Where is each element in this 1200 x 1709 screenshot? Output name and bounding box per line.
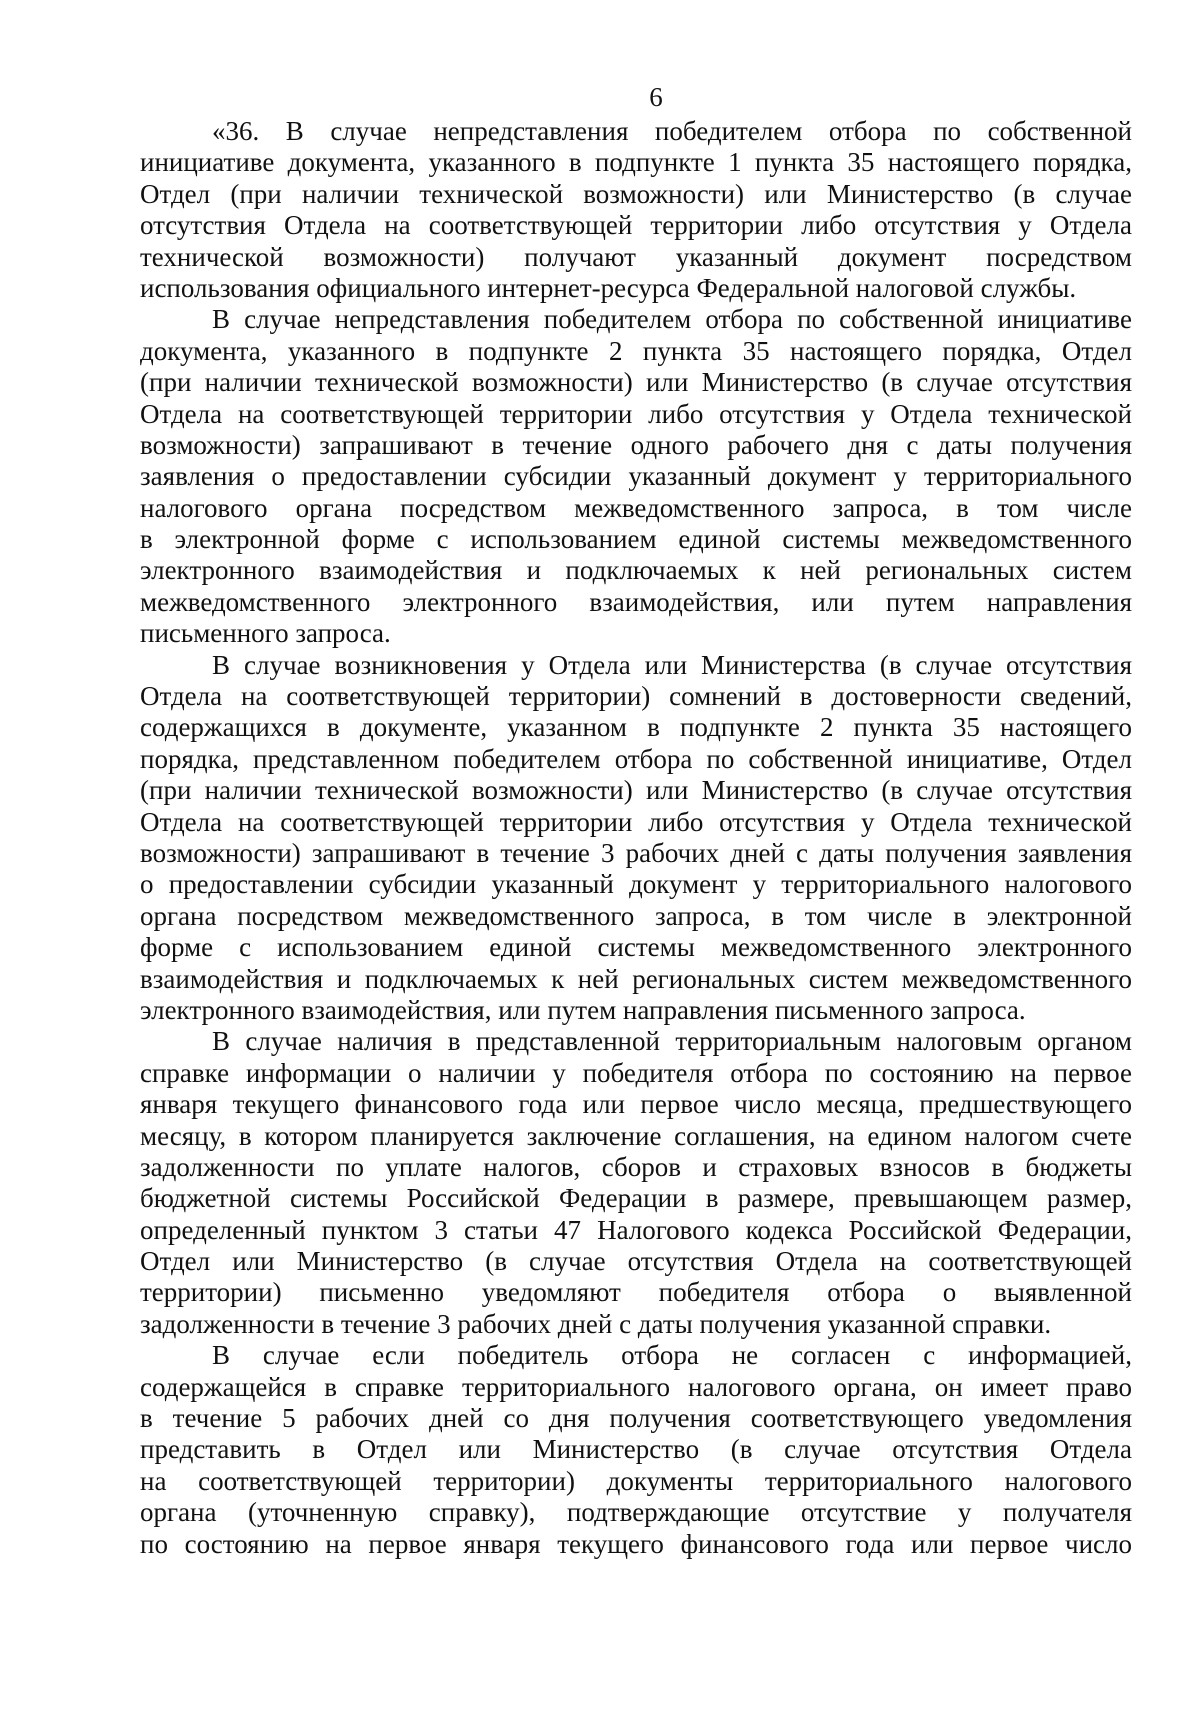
text-line: в течение 5 рабочих дней со дня получения соответствующего уведомления	[140, 1403, 1132, 1434]
text-line: содержащейся в справке территориального налогового органа, он имеет право	[140, 1371, 1132, 1402]
paragraph	[140, 304, 1132, 649]
text-line: межведомственного электронного взаимодействия, или путем направления	[140, 586, 1132, 617]
text-line: (при наличии технической возможности) или Министерство (в случае отсутствия	[140, 367, 1132, 398]
document-body	[140, 116, 1132, 1560]
paragraph	[140, 116, 1132, 304]
text-line: Отдела на соответствующей территории) сомнений в достоверности сведений,	[140, 681, 1132, 712]
text-line: о предоставлении субсидии указанный документ у территориального налогового	[140, 869, 1132, 900]
text-line: (при наличии технической возможности) или Министерство (в случае отсутствия	[140, 775, 1132, 806]
text-line: В случае если победитель отбора не согласен с информацией,	[212, 1340, 1132, 1371]
text-line: Отдела на соответствующей территории либо отсутствия у Отдела технической	[140, 398, 1132, 429]
document-page	[140, 82, 1132, 1560]
text-line: в электронной форме с использованием единой системы межведомственного	[140, 524, 1132, 555]
text-line: документа, указанного в подпункте 2 пункта 35 настоящего порядка, Отдел	[140, 335, 1132, 366]
text-line: Отдел или Министерство (в случае отсутствия Отдела на соответствующей	[140, 1246, 1132, 1277]
text-line: форме с использованием единой системы межведомственного электронного	[140, 932, 1132, 963]
text-line: использования официального интернет-ресурса Федеральной налоговой службы.	[140, 272, 1077, 303]
text-line: возможности) запрашивают в течение 3 рабочих дней с даты получения заявления	[140, 837, 1132, 868]
text-line: содержащихся в документе, указанном в подпункте 2 пункта 35 настоящего	[140, 712, 1132, 743]
text-line: «36. В случае непредставления победителем отбора по собственной	[212, 116, 1132, 146]
text-line: отсутствия Отдела на соответствующей территории либо отсутствия у Отдела	[140, 210, 1132, 241]
paragraph	[140, 1026, 1132, 1340]
paragraph	[140, 1340, 1132, 1560]
text-line: представить в Отдел или Министерство (в случае отсутствия Отдела	[140, 1434, 1132, 1465]
text-line: взаимодействия и подключаемых к ней региональных систем межведомственного	[140, 963, 1132, 994]
text-line: на соответствующей территории) документы территориального налогового	[140, 1465, 1132, 1496]
text-line: электронного взаимодействия, или путем направления письменного запроса.	[140, 994, 1026, 1025]
text-line: определенный пунктом 3 статьи 47 Налогового кодекса Российской Федерации,	[140, 1214, 1132, 1245]
text-line: В случае непредставления победителем отбора по собственной инициативе	[212, 304, 1132, 335]
text-line: В случае возникновения у Отдела или Министерства (в случае отсутствия	[212, 649, 1132, 680]
text-line: электронного взаимодействия и подключаемых к ней региональных систем	[140, 555, 1132, 586]
text-line: возможности) запрашивают в течение одного рабочего дня с даты получения	[140, 429, 1132, 460]
text-line: бюджетной системы Российской Федерации в размере, превышающем размер,	[140, 1183, 1132, 1214]
text-line: территории) письменно уведомляют победителя отбора о выявленной	[140, 1277, 1132, 1308]
text-line: технической возможности) получают указанный документ посредством	[140, 241, 1132, 272]
text-line: января текущего финансового года или первое число месяца, предшествующего	[140, 1089, 1132, 1120]
text-line: месяцу, в котором планируется заключение соглашения, на едином налогом счете	[140, 1120, 1132, 1151]
page-number: 6	[649, 82, 663, 112]
text-line: по состоянию на первое января текущего финансового года или первое число	[140, 1528, 1132, 1559]
text-line: порядка, представленном победителем отбора по собственной инициативе, Отдел	[140, 743, 1132, 774]
text-line: Отдела на соответствующей территории либо отсутствия у Отдела технической	[140, 806, 1132, 837]
text-line: налогового органа посредством межведомственного запроса, в том числе	[140, 492, 1132, 523]
text-line: задолженности в течение 3 рабочих дней с даты получения указанной справки.	[140, 1308, 1052, 1339]
paragraph	[140, 650, 1132, 1027]
text-line: В случае наличия в представленной территориальным налоговым органом	[212, 1026, 1132, 1057]
text-line: задолженности по уплате налогов, сборов и страховых взносов в бюджеты	[140, 1151, 1132, 1182]
text-line: справке информации о наличии у победителя отбора по состоянию на первое	[140, 1057, 1132, 1088]
text-line: письменного запроса.	[140, 618, 391, 649]
text-line: Отдел (при наличии технической возможности) или Министерство (в случае	[140, 178, 1132, 209]
text-line: органа (уточненную справку), подтверждающие отсутствие у получателя	[140, 1497, 1132, 1528]
text-line: заявления о предоставлении субсидии указанный документ у территориального	[140, 461, 1132, 492]
text-line: органа посредством межведомственного запроса, в том числе в электронной	[140, 900, 1132, 931]
text-line: инициативе документа, указанного в подпункте 1 пункта 35 настоящего порядка,	[140, 147, 1132, 178]
